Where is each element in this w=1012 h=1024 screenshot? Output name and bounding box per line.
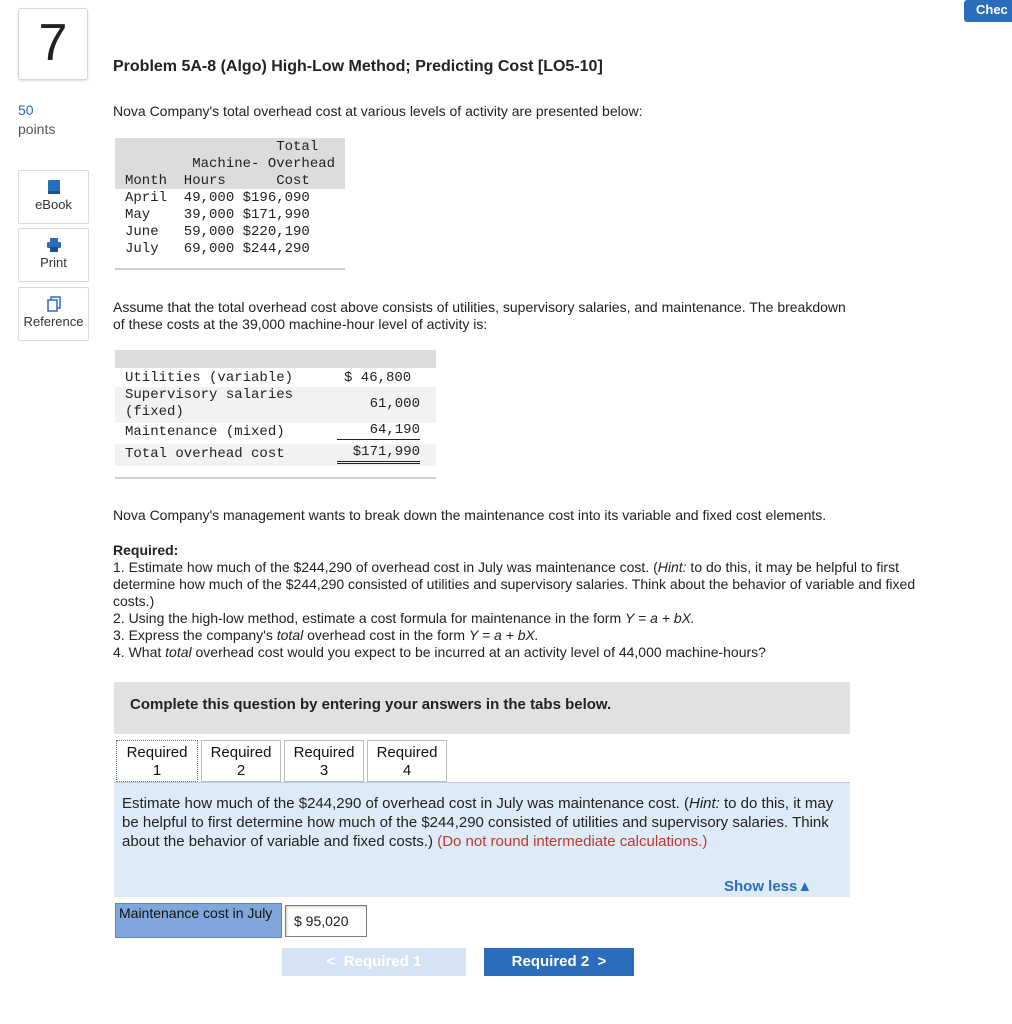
tab-label: Required (293, 744, 355, 761)
tab-label: 3 (319, 762, 329, 779)
panel-text: Estimate how much of the $244,290 of overhead cost in July was maintenance cost. ( (122, 795, 689, 812)
book-icon (19, 179, 88, 195)
problem-title: Problem 5A-8 (Algo) High-Low Method; Predicting Cost [LO5-10] (113, 58, 603, 75)
item-text: to do this, it may be helpful to first determine how much of the $244,290 consisted of utilities and supervisory salaries. Think about the behavior of variable and fixed costs.) (113, 559, 916, 609)
copy-pages-icon (19, 296, 88, 312)
prev-label: Required 1 (343, 953, 422, 970)
instructions-text: Complete this question by entering your answers in the tabs below. (130, 696, 612, 713)
table-row: April 49,000 $196,090 (125, 190, 310, 206)
printer-icon (19, 237, 88, 253)
item-text: 2. Using the high-low method, estimate a cost formula for maintenance in the form (113, 610, 626, 626)
panel-text: to do this, it may be helpful to first determine how much of the $244,290 consisted of utilities and supervisory salaries. Think about the behavior of variable and fixed costs.) (122, 795, 834, 850)
reference-button[interactable] (18, 287, 89, 341)
hint-label: Hint: (657, 559, 687, 575)
breakdown-label: Utilities (variable) (125, 370, 294, 386)
maintenance-cost-input[interactable]: $ 95,020 (285, 905, 367, 937)
activity-cost-table (115, 138, 345, 270)
breakdown-value: $ 46,800 (344, 370, 412, 386)
breakdown-label: Supervisory salaries (fixed) (125, 387, 294, 420)
hint-label: Hint: (688, 795, 720, 812)
tab-required-2[interactable] (201, 740, 281, 782)
table-header-line1: Total (125, 139, 319, 155)
table-header-bg (115, 350, 436, 368)
required-heading: Required: (113, 542, 179, 558)
print-label: Print (40, 255, 67, 270)
table-rule (115, 477, 436, 479)
tab-label: 2 (236, 762, 246, 779)
management-text: Nova Company's management wants to break down the maintenance cost into its variable and fixed cost elements. (113, 507, 827, 523)
tab-panel-text (122, 794, 842, 851)
show-less-label: Show less (724, 878, 798, 895)
table-rule (115, 268, 345, 270)
tab-label: Required (126, 744, 188, 761)
required-item-3 (113, 627, 933, 644)
print-button[interactable] (18, 228, 89, 282)
breakdown-value: 61,000 (369, 396, 420, 412)
breakdown-value: $171,990 (337, 444, 420, 464)
chevron-right-icon: > (589, 953, 607, 970)
next-required-button[interactable] (484, 948, 634, 976)
tab-required-3[interactable] (284, 740, 364, 782)
tab-label: 4 (402, 762, 412, 779)
table-row: May 39,000 $171,990 (125, 207, 310, 223)
emphasis: total (165, 644, 192, 660)
formula: Y = a + bX. (468, 627, 539, 643)
table-row: July 69,000 $244,290 (125, 241, 310, 257)
table-row: June 59,000 $220,190 (125, 224, 310, 240)
chevron-left-icon: < (326, 953, 344, 970)
item-text: 1. Estimate how much of the $244,290 of overhead cost in July was maintenance cost. ( (113, 559, 658, 575)
assume-text (113, 299, 933, 333)
tab-label: Required (210, 744, 272, 761)
check-button[interactable]: Chec (964, 0, 1012, 22)
assume-text-line2: of these costs at the 39,000 machine-hour level of activity is: (113, 316, 488, 332)
table-header-line3: Month Hours Cost (125, 173, 310, 189)
breakdown-label: Maintenance (mixed) (125, 424, 285, 440)
item-text: 4. What (113, 644, 166, 660)
breakdown-label: Total overhead cost (125, 446, 285, 462)
points-value: 50 (18, 102, 34, 118)
tab-label: 1 (152, 762, 162, 779)
question-number: 7 (18, 8, 88, 80)
item-text: 3. Express the company's (113, 627, 277, 643)
formula: Y = a + bX. (625, 610, 695, 626)
ebook-button[interactable] (18, 170, 89, 224)
table-header-line2: Machine- Overhead (125, 156, 336, 172)
item-text: overhead cost in the form (303, 627, 469, 643)
show-less-link[interactable] (724, 878, 812, 895)
required-section (113, 542, 933, 661)
intro-text: Nova Company's total overhead cost at various levels of activity are presented below: (113, 103, 643, 119)
cost-breakdown-table (115, 350, 436, 480)
answer-label: Maintenance cost in July (115, 903, 282, 938)
triangle-up-icon: ▲ (797, 878, 813, 895)
required-item-4 (113, 644, 933, 661)
item-text: overhead cost would you expect to be incurred at an activity level of 44,000 machine-hours? (191, 644, 766, 660)
required-item-2 (113, 610, 933, 627)
tab-required-4[interactable] (367, 740, 447, 782)
reference-label: Reference (23, 314, 84, 329)
rounding-note: (Do not round intermediate calculations.) (437, 833, 708, 850)
ebook-label: eBook (35, 197, 72, 212)
emphasis: total (276, 627, 304, 643)
instructions-banner (114, 682, 850, 734)
assume-text-line1: Assume that the total overhead cost above consists of utilities, supervisory salaries, and maintenance. The breakdown (113, 299, 846, 315)
tab-required-1[interactable] (116, 740, 198, 782)
tab-label: Required (376, 744, 438, 761)
prev-required-button[interactable] (282, 948, 466, 976)
required-item-1 (113, 559, 933, 610)
points-label: points (18, 121, 56, 137)
breakdown-value: 64,190 (337, 422, 420, 440)
next-label: Required 2 (511, 953, 590, 970)
